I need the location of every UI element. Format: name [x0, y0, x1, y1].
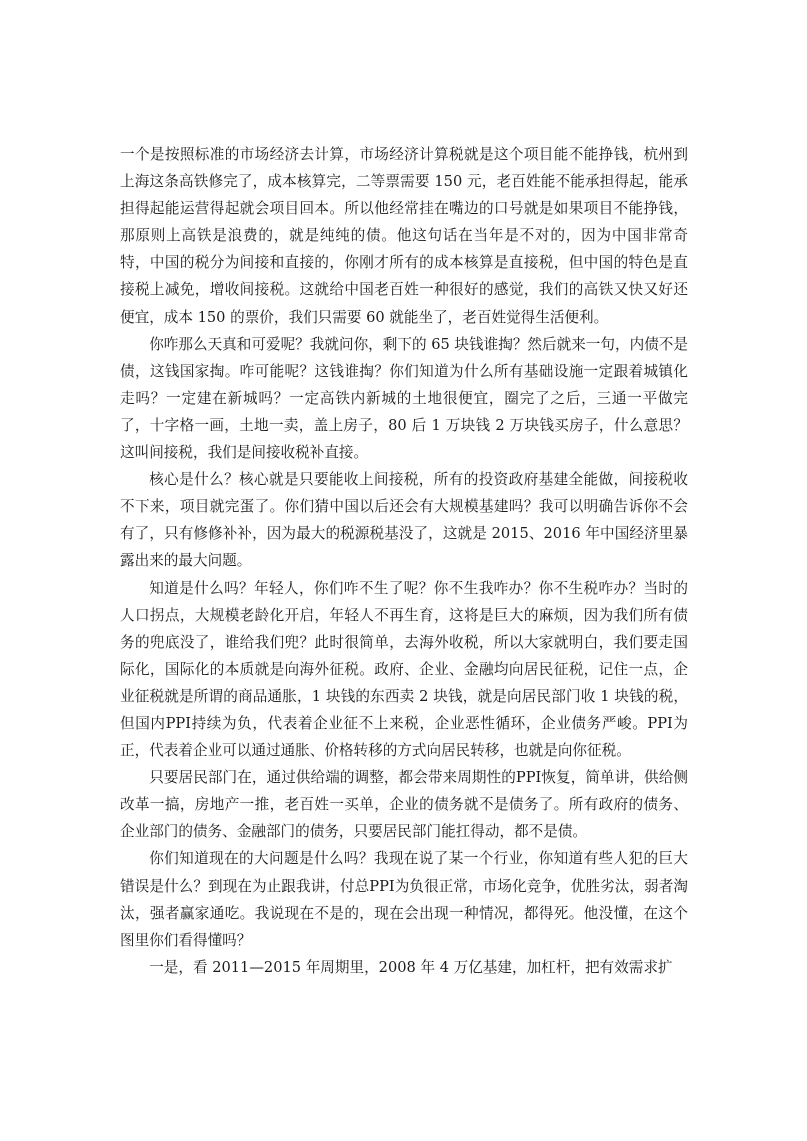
paragraph-2: 你咋那么天真和可爱呢？我就问你，剩下的 65 块钱谁掏？然后就来一句，内债不是债，这钱国家掏。咋可能呢？这钱谁掏？你们知道为什么所有基础设施一定跟着城镇化走吗？一定建在新城吗？一定高铁内新城的土地很便宜，圈完了之后，三通一平做完了，十字格一画，土地一卖，盖上房子，80 后 1 万块钱 2 万块钱买房子，什么意思？这叫间接税，我们是间接收税补直接。: [120, 335, 688, 462]
paragraph-1: 一个是按照标准的市场经济去计算，市场经济计算税就是这个项目能不能挣钱，杭州到上海这条高铁修完了，成本核算完，二等票需要 150 元，老百姓能不能承担得起，能承担得起能运营得起就会项目回本。所以他经常挂在嘴边的口号就是如果项目不能挣钱，那原则上高铁是浪费的，就是纯纯的债。他这句话在当年是不对的，因为中国非常奇特，中国的税分为间接和直接的，你刚才所有的成本核算是直接税，但中国的特色是直接税上减免，增收间接税。这就给中国老百姓一种很好的感觉，我们的高铁又快又好还便宜，成本 150 的票价，我们只需要 60 就能坐了，老百姓觉得生活便利。: [120, 146, 688, 326]
paragraph-6: 你们知道现在的大问题是什么吗？我现在说了某一个行业，你知道有些人犯的巨大错误是什么？到现在为止跟我讲，付总PPI为负很正常，市场化竞争，优胜劣汰，弱者淘汰，强者赢家通吃。我说现在不是的，现在会出现一种情况，都得死。他没懂，在这个图里你们看得懂吗？: [120, 850, 688, 949]
paragraph-4: 知道是什么吗？年轻人，你们咋不生了呢？你不生我咋办？你不生税咋办？当时的人口拐点，大规模老龄化开启，年轻人不再生育，这将是巨大的麻烦，因为我们所有债务的兜底没了，谁给我们兜？此时很简单，去海外收税，所以大家就明白，我们要走国际化，国际化的本质就是向海外征税。政府、企业、金融均向居民征税，记住一点，企业征税就是所谓的商品通胀，1 块钱的东西卖 2 块钱，就是向居民部门收 1 块钱的税，但国内PPI持续为负，代表着企业征不上来税，企业恶性循环，企业债务严峻。PPI为正，代表着企业可以通过通胀、价格转移的方式向居民转移，也就是向你征税。: [120, 579, 688, 760]
document-body: [120, 141, 688, 981]
paragraph-5: 只要居民部门在，通过供给端的调整，都会带来周期性的PPI恢复，简单讲，供给侧改革一搞，房地产一推，老百姓一买单，企业的债务就不是债务了。所有政府的债务、企业部门的债务、金融部门的债务，只要居民部门能扛得动，都不是债。: [120, 769, 688, 841]
paragraph-3: 核心是什么？核心就是只要能收上间接税，所有的投资政府基建全能做，间接税收不下来，项目就完蛋了。你们猜中国以后还会有大规模基建吗？我可以明确告诉你不会有了，只有修修补补，因为最大的税源税基没了，这就是 2015、2016 年中国经济里暴露出来的最大问题。: [120, 471, 688, 570]
paragraph-7: 一是，看 2011—2015 年周期里，2008 年 4 万亿基建，加杠杆，把有效需求扩: [149, 958, 673, 976]
